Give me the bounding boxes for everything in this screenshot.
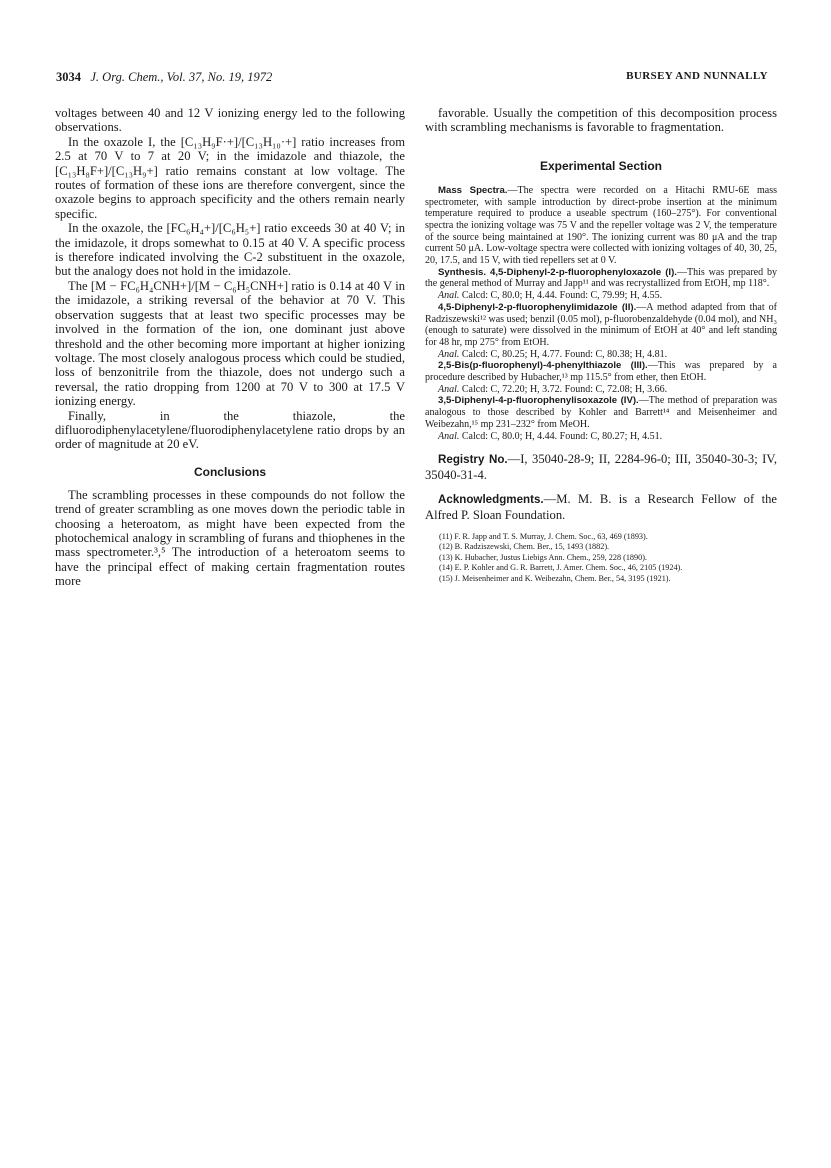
runin-heading: Synthesis. 4,5-Diphenyl-2-p-fluorophenyloxazole (I).	[438, 266, 677, 278]
paragraph-text: —The method of preparation was analogous to those described by Kohler and Barrett¹⁴ and Meisenheimer and Weibezahn,¹⁵ mp 231–232° from MeOH.	[425, 395, 777, 430]
mass-spectra-paragraph	[425, 185, 777, 267]
anal-label: Anal.	[438, 383, 460, 395]
references-list	[425, 532, 777, 584]
paragraph: The scrambling processes in these compounds do not follow the trend of greater scrambling as one moves down the periodic table in choosing a heteroatom, as might have been expected from the photochemical analogy in scrambling of furans and thiophenes in the mass spectrometer.³,⁵ The introduction of a heteroatom seems to have the principal effect of making certain fragmentation routes more	[55, 487, 405, 589]
analysis-values: Calcd: C, 80.0; H, 4.44. Found: C, 79.99; H, 4.55.	[461, 290, 663, 302]
paragraph-text: —This was prepared by the general method of Murray and Japp¹¹ and was recrystallized from EtOH, mp 118°.	[425, 266, 777, 290]
runin-heading: Mass Spectra.	[438, 184, 508, 196]
anal-label: Anal.	[438, 348, 460, 360]
analysis-values: Calcd: C, 80.25; H, 4.77. Found: C, 80.38; H, 4.81.	[461, 348, 668, 360]
paragraph: voltages between 40 and 12 V ionizing energy led to the following observations.	[55, 106, 405, 135]
anal-label: Anal.	[438, 290, 460, 302]
header-authors: BURSEY AND NUNNALLY	[626, 70, 768, 82]
reference-item: (13) K. Hubacher, Justus Liebigs Ann. Chem., 259, 228 (1890).	[439, 552, 647, 562]
paragraph-text: —A method adapted from that of Radziszewski¹² was used; benzil (0.05 mol), p-fluorobenzaldehyde (0.04 mol), and NH₃ (enough to saturate) were dissolved in the minimum of EtOH at 40° and left standing for 48 hr, mp 275° from EtOH.	[425, 301, 777, 348]
left-column	[55, 106, 405, 589]
paragraph: The [M − FC₆H₄CNH+]/[M − C₆H₅CNH+] ratio is 0.14 at 40 V in the imidazole, a striking reversal of the behavior at 70 V. This observation suggests that at least two specific processes may be involved in the formation of the ion, one dominant just above threshold and the other becoming more important at higher ionizing voltage. The most closely analogous process which could be studied, loss of benzonitrile from the thiazole, does not undergo such a reversal, the ratio dropping from 1200 at 70 V to 300 at 17.5 V ionizing energy.	[55, 278, 405, 409]
analysis-values: Calcd: C, 80.0; H, 4.44. Found: C, 80.27; H, 4.51.	[461, 430, 663, 442]
compound-paragraph	[425, 302, 777, 349]
paragraph: Finally, in the thiazole, the difluorodiphenylacetylene/fluorodiphenylacetylene ratio drops by an order of magnitude at 20 eV.	[55, 408, 405, 452]
experimental-section	[425, 185, 777, 442]
registry-label: Registry No.	[438, 453, 508, 467]
runin-heading: 3,5-Diphenyl-4-p-fluorophenylisoxazole (IV).	[438, 395, 639, 407]
paragraph: In the oxazole, the [FC₆H₄+]/[C₆H₅+] ratio exceeds 30 at 40 V; in the imidazole, it drops somewhat to 0.15 at 40 V. A specific process is therefore indicated involving the C-2 substituent in the oxazole, but the analogy does not hold in the imidazole.	[55, 221, 405, 279]
anal-label: Anal.	[438, 430, 460, 442]
analysis-line	[425, 290, 777, 302]
paragraph: In the oxazole I, the [C₁₃H₉F·+]/[C₁₃H₁₀·+] ratio increases from 2.5 at 70 V to 7 at 20 V; in the imidazole and thiazole, the [C₁₃H₈F+]/[C₁₃H₉+] ratio remains constant at low voltage. The routes of formation of these ions are therefore convergent, since the oxazole begins to approach specificity and the others remain nearly specific.	[55, 134, 405, 221]
journal-citation: J. Org. Chem., Vol. 37, No. 19, 1972	[90, 70, 273, 84]
compound-paragraph	[425, 360, 777, 383]
reference-item: (14) E. P. Kohler and G. R. Barrett, J. Amer. Chem. Soc., 46, 2105 (1924).	[439, 563, 683, 573]
reference-item: (11) F. R. Japp and T. S. Murray, J. Chem. Soc., 63, 469 (1893).	[439, 531, 648, 541]
header-citation	[56, 70, 272, 85]
analysis-line	[425, 431, 777, 443]
right-column	[425, 106, 777, 584]
acknowledgments-label: Acknowledgments.	[438, 493, 544, 507]
runin-heading: 4,5-Diphenyl-2-p-fluorophenylimidazole (II).	[438, 301, 637, 313]
registry-paragraph	[425, 452, 777, 482]
synthesis-paragraph	[425, 267, 777, 290]
analysis-values: Calcd: C, 72.20; H, 3.72. Found: C, 72.08; H, 3.66.	[461, 383, 668, 395]
paragraph-text: —This was prepared by a procedure described by Hubacher,¹³ mp 115.5° from ether, then EtOH.	[425, 360, 778, 384]
analysis-line	[425, 384, 777, 396]
acknowledgments-paragraph	[425, 492, 777, 522]
page-number: 3034	[56, 70, 81, 84]
registry-numbers: —I, 35040-28-9; II, 2284-96-0; III, 35040-30-3; IV, 35040-31-4.	[425, 452, 777, 482]
reference-item: (15) J. Meisenheimer and K. Weibezahn, Chem. Ber., 54, 3195 (1921).	[439, 573, 671, 583]
paragraph-text: —The spectra were recorded on a Hitachi RMU-6E mass spectrometer, with sample introduction by direct-probe insertion at the minimum temperature required to produce a useable spectrum (160–275°). For conventional spectra the ionizing voltage was 75 V and the repeller voltage was 2 V, the temperature of the source being maintained at 190°. The ionizing current was 80 μA and the trap current 50 μA. Low-voltage spectra were collected with ionizing voltages of 40, 30, 25, 20, 17.5, and 15 V, with tied repellers set at 0 V.	[425, 184, 777, 267]
runin-heading: 2,5-Bis(p-fluorophenyl)-4-phenylthiazole (III).	[438, 360, 648, 372]
conclusions-heading: Conclusions	[193, 464, 266, 479]
running-header	[56, 70, 768, 88]
reference-item: (12) B. Radziszewski, Chem. Ber., 15, 1493 (1882).	[439, 542, 610, 552]
compound-paragraph	[425, 395, 777, 430]
experimental-heading: Experimental Section	[539, 158, 663, 173]
analysis-line	[425, 349, 777, 361]
paragraph: favorable. Usually the competition of this decomposition process with scrambling mechanisms is favorable to fragmentation.	[425, 106, 777, 135]
acknowledgments-text: —M. M. B. is a Research Fellow of the Alfred P. Sloan Foundation.	[425, 492, 777, 522]
